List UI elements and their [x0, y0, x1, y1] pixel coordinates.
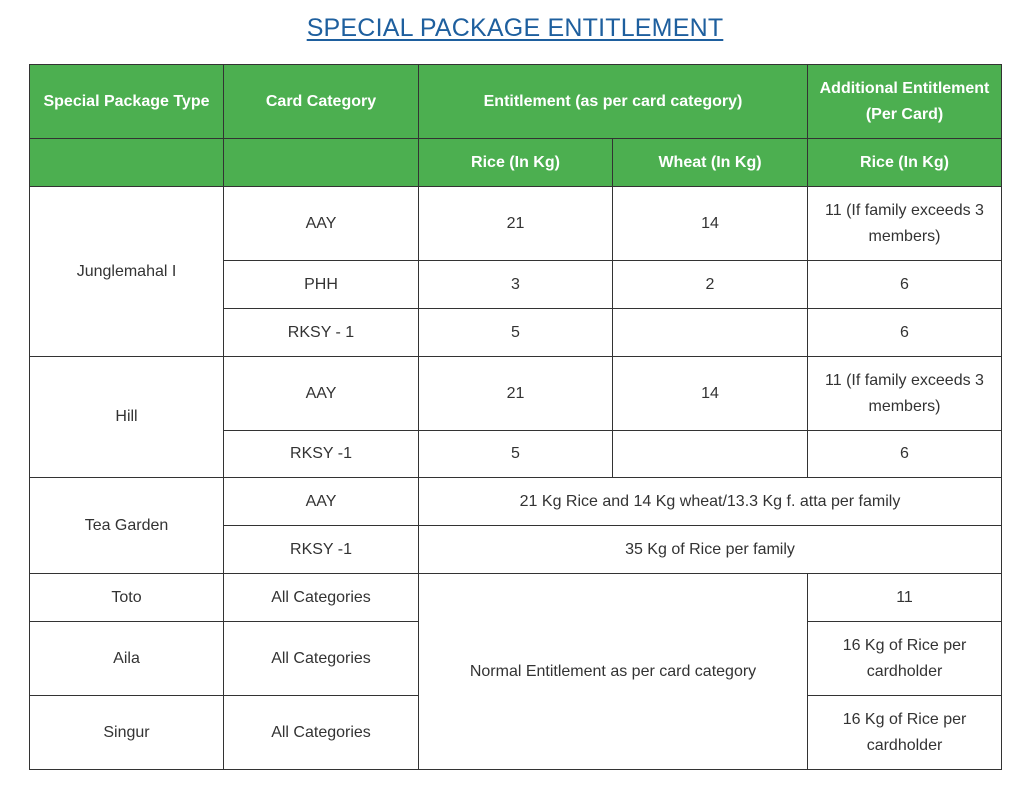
table-row — [30, 574, 1002, 622]
entitlement-merged-cell: 21 Kg Rice and 14 Kg wheat/13.3 Kg f. atta per family — [419, 478, 1002, 526]
header-card-category: Card Category — [224, 65, 419, 139]
rice-cell: 21 — [419, 357, 613, 431]
additional-rice-cell: 11 (If family exceeds 3 members) — [808, 357, 1002, 431]
package-type-cell: Toto — [30, 574, 224, 622]
card-category-cell: RKSY -1 — [224, 526, 419, 574]
wheat-cell: 14 — [613, 357, 808, 431]
wheat-cell: 2 — [613, 261, 808, 309]
subheader-empty-2 — [224, 139, 419, 187]
card-category-cell: All Categories — [224, 574, 419, 622]
card-category-cell: AAY — [224, 478, 419, 526]
card-category-cell: PHH — [224, 261, 419, 309]
table-row — [30, 187, 1002, 261]
header-additional-entitlement: Additional Entitlement (Per Card) — [808, 65, 1002, 139]
additional-rice-cell: 16 Kg of Rice per cardholder — [808, 696, 1002, 770]
rice-cell: 21 — [419, 187, 613, 261]
card-category-cell: RKSY - 1 — [224, 309, 419, 357]
wheat-cell — [613, 431, 808, 478]
card-category-cell: All Categories — [224, 696, 419, 770]
subheader-empty-1 — [30, 139, 224, 187]
header-package-type: Special Package Type — [30, 65, 224, 139]
additional-rice-cell: 6 — [808, 261, 1002, 309]
entitlement-table — [29, 64, 1002, 770]
additional-rice-cell: 6 — [808, 431, 1002, 478]
entitlement-merged-cell: 35 Kg of Rice per family — [419, 526, 1002, 574]
card-category-cell: RKSY -1 — [224, 431, 419, 478]
subheader-row — [30, 139, 1002, 187]
table-row — [30, 357, 1002, 431]
additional-rice-cell: 11 — [808, 574, 1002, 622]
card-category-cell: AAY — [224, 357, 419, 431]
table-row — [30, 478, 1002, 526]
subheader-additional-rice: Rice (In Kg) — [808, 139, 1002, 187]
header-row — [30, 65, 1002, 139]
card-category-cell: AAY — [224, 187, 419, 261]
subheader-rice: Rice (In Kg) — [419, 139, 613, 187]
additional-rice-cell: 6 — [808, 309, 1002, 357]
rice-cell: 5 — [419, 309, 613, 357]
package-type-cell: Singur — [30, 696, 224, 770]
wheat-cell — [613, 309, 808, 357]
additional-rice-cell: 16 Kg of Rice per cardholder — [808, 622, 1002, 696]
additional-rice-cell: 11 (If family exceeds 3 members) — [808, 187, 1002, 261]
card-category-cell: All Categories — [224, 622, 419, 696]
normal-entitlement-cell: Normal Entitlement as per card category — [419, 574, 808, 770]
package-type-cell: Junglemahal I — [30, 187, 224, 357]
package-type-cell: Hill — [30, 357, 224, 478]
rice-cell: 3 — [419, 261, 613, 309]
rice-cell: 5 — [419, 431, 613, 478]
package-type-cell: Aila — [30, 622, 224, 696]
package-type-cell: Tea Garden — [30, 478, 224, 574]
header-entitlement: Entitlement (as per card category) — [419, 65, 808, 139]
subheader-wheat: Wheat (In Kg) — [613, 139, 808, 187]
page-title: SPECIAL PACKAGE ENTITLEMENT — [306, 14, 724, 42]
wheat-cell: 14 — [613, 187, 808, 261]
